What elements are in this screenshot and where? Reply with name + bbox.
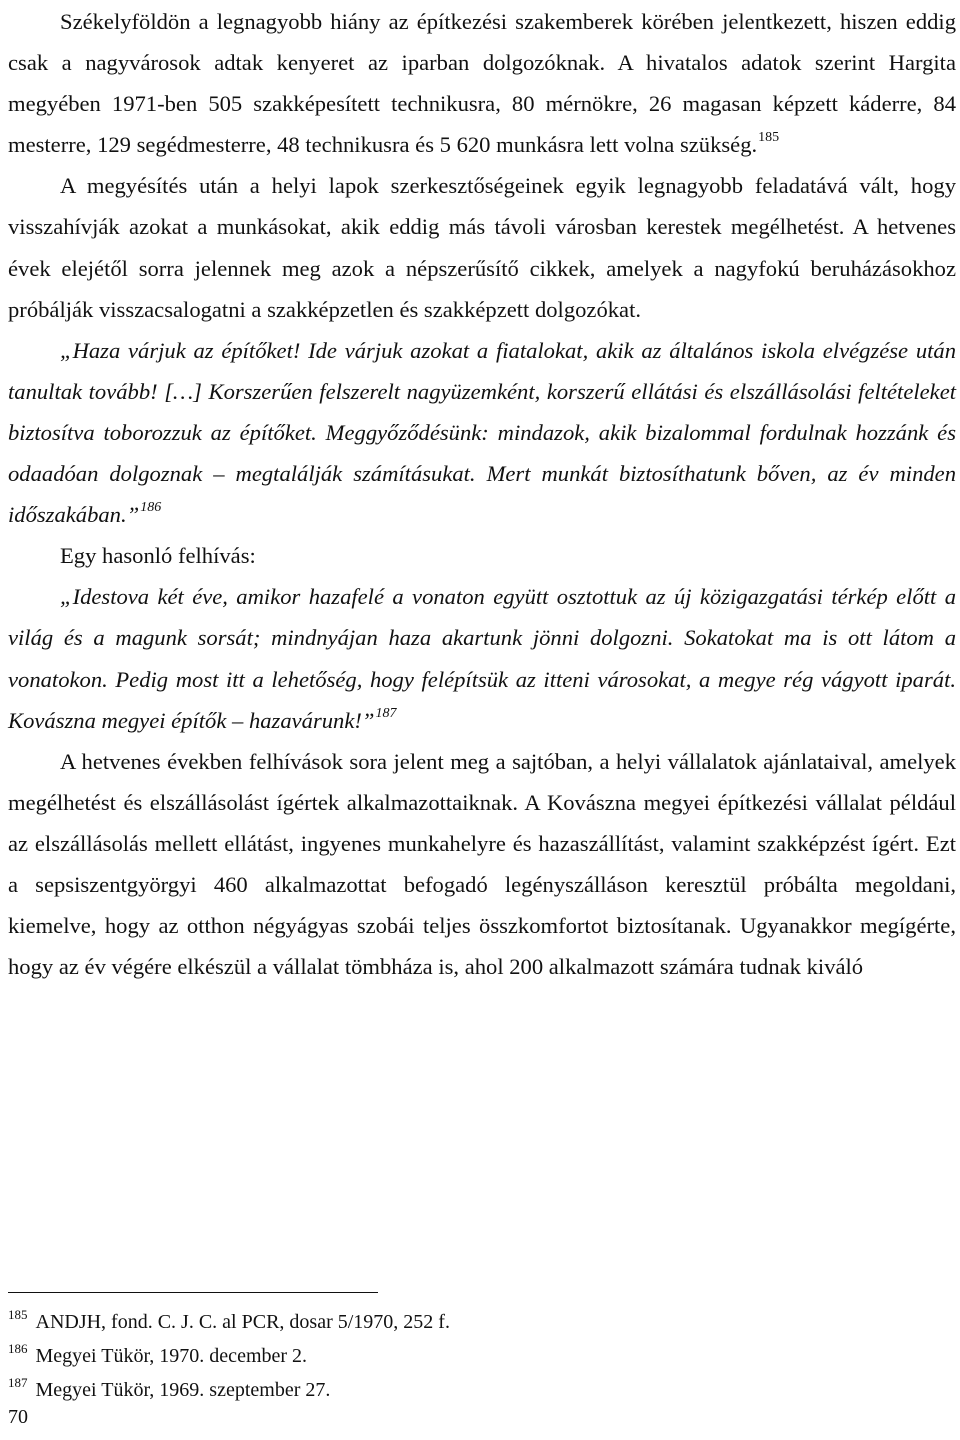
footnote-number: 187 xyxy=(8,1375,28,1390)
paragraph-4-text: A hetvenes években felhívások sora jelent meg a sajtóban, a helyi vállalatok ajánlataival, amelyek megélhetést és elszállásolást ígértek alkalmazottaiknak. A Kovászna megyei építkezési vállalat például az elszállásolás mellett ellátást, ingyenes munkahelyre és hazaszállítást, valamint szakképzést ígért. Ezt a sepsiszentgyörgyi 460 alkalmazottat befogadó legényszálláson keresztül próbálta megoldani, kiemelve, hogy az otthon négyágyas szobái teljes összkomfortot biztosítanak. Ugyanakkor megígérte, hogy az év végére elkészül a vállalat tömbháza is, ahol 200 alkalmazott számára tudnak kiváló xyxy=(8,748,956,980)
quote-1 xyxy=(8,330,956,535)
footnote-ref-187: 187 xyxy=(375,705,397,721)
footnote-186 xyxy=(8,1339,956,1373)
footnote-185 xyxy=(8,1305,956,1339)
paragraph-2-text: A megyésítés után a helyi lapok szerkesztőségeinek egyik legnagyobb feladatává vált, hogy visszahívják azokat a munkásokat, akik eddig más távoli városban kerestek megélhetést. A hetvenes évek elejétől sorra jelennek meg azok a népszerűsítő cikkek, amelyek a nagyfokú beruházásokhoz próbálják visszacsalogatni a szakképzetlen és szakképzett dolgozókat. xyxy=(8,173,956,322)
footnote-number: 186 xyxy=(8,1341,28,1356)
quote-1-text: „Haza várjuk az építőket! Ide várjuk azokat a fiatalokat, akik az általános iskola elvégzése után tanultak tovább! […] Korszerűen felszerelt nagyüzemként, korszerű ellátási és elszállásolási feltételeket biztosítva toborozzuk az építőket. Meggyőződésünk: mindazok, akik bizalommal fordulnak hozzánk és odaadóan dolgoznak – megtalálják számításukat. Mert munkát biztosíthatunk bőven, az év minden időszakában.” xyxy=(8,337,956,528)
paragraph-3-text: Egy hasonló felhívás: xyxy=(60,543,256,569)
page-number: 70 xyxy=(8,1406,28,1428)
paragraph-1-text: Székelyföldön a legnagyobb hiány az építkezési szakemberek körében jelentkezett, hiszen eddig csak a nagyvárosok adtak kenyeret az iparban dolgozóknak. A hivatalos adatok szerint Hargita megyében 1971-ben 505 szakképesített technikusra, 80 mérnökre, 26 magasan képzett káderre, 84 mesterre, 129 segédmesterre, 48 technikusra és 5 620 munkásra lett volna szükség. xyxy=(8,9,956,158)
footnote-text: Megyei Tükör, 1970. december 2. xyxy=(35,1345,308,1367)
footnotes xyxy=(8,1305,956,1407)
footnote-text: ANDJH, fond. C. J. C. al PCR, dosar 5/1970, 252 f. xyxy=(35,1311,450,1333)
paragraph-3 xyxy=(8,535,956,576)
paragraph-1 xyxy=(8,1,956,165)
paragraph-2 xyxy=(8,165,956,329)
paragraph-4 xyxy=(8,741,956,988)
footnote-separator xyxy=(8,1292,378,1293)
body-text xyxy=(8,1,956,987)
footnote-ref-186: 186 xyxy=(140,500,162,516)
footnote-ref-185: 185 xyxy=(758,130,780,146)
footnote-187 xyxy=(8,1373,956,1407)
footnote-text: Megyei Tükör, 1969. szeptember 27. xyxy=(35,1379,331,1401)
quote-2 xyxy=(8,576,956,740)
footnote-number: 185 xyxy=(8,1307,28,1322)
document-page xyxy=(8,0,956,1440)
quote-2-text: „Idestova két éve, amikor hazafelé a vonaton együtt osztottuk az új közigazgatási térkép előtt a világ és a magunk sorsát; mindnyájan haza akartunk jönni dolgozni. Sokatokat ma is ott látom a vonatokon. Pedig most itt a lehetőség, hogy felépítsük az itteni városokat, a megye rég vágyott iparát. Kovászna megyei építők – hazavárunk!” xyxy=(8,584,956,733)
